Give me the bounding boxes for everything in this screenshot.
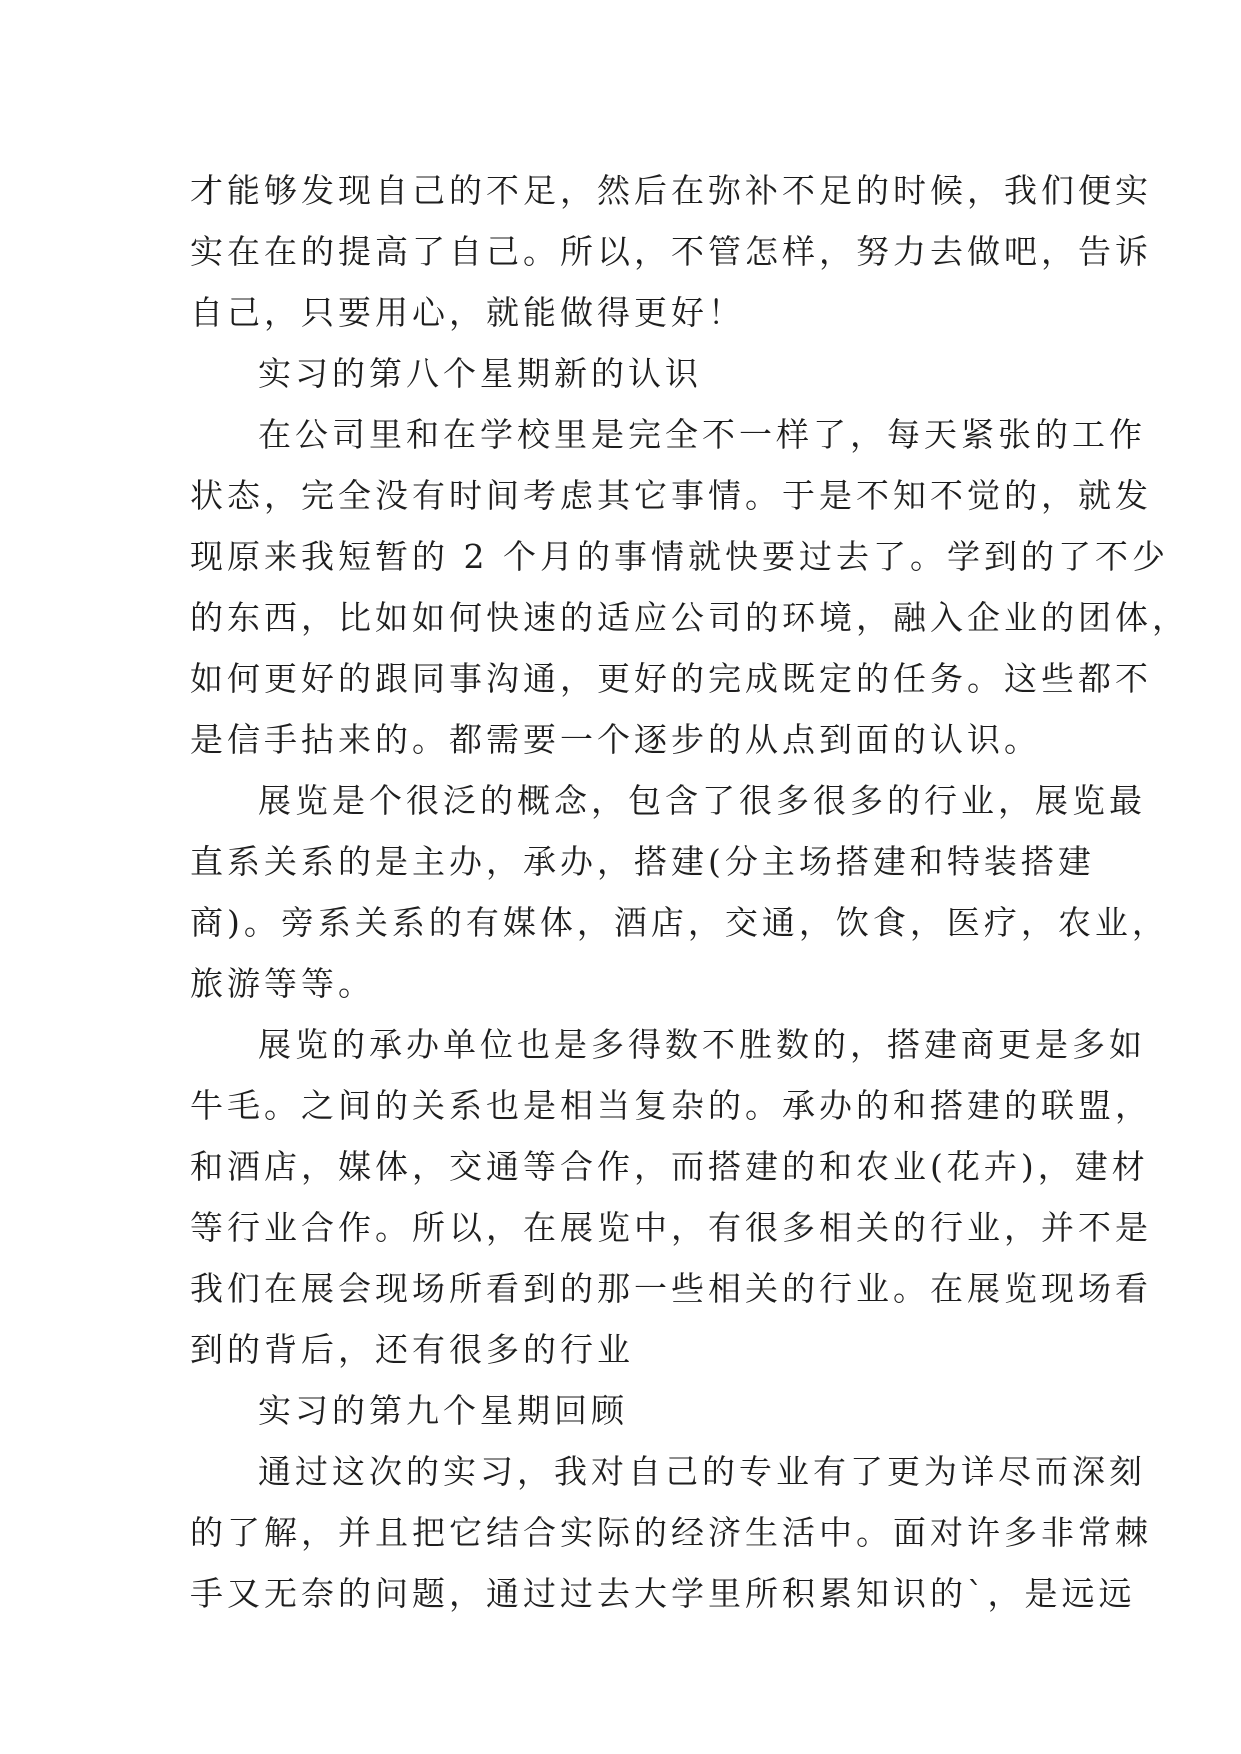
text-line: 到的背后，还有很多的行业 bbox=[190, 1330, 634, 1369]
section-heading: 实习的第九个星期回顾 bbox=[258, 1391, 628, 1430]
text-line: 现原来我短暂的 2 个月的事情就快要过去了。学到的了不少 bbox=[190, 537, 1169, 576]
section-heading: 实习的第八个星期新的认识 bbox=[258, 354, 702, 393]
text-line: 通过这次的实习，我对自己的专业有了更为详尽而深刻 bbox=[258, 1452, 1146, 1491]
text-line: 直系关系的是主办，承办，搭建(分主场搭建和特装搭建 bbox=[190, 842, 1095, 881]
text-line: 商)。旁系关系的有媒体，酒店，交通，饮食，医疗，农业， bbox=[190, 903, 1169, 942]
text-line: 的了解，并且把它结合实际的经济生活中。面对许多非常棘 bbox=[190, 1513, 1152, 1552]
text-line: 等行业合作。所以，在展览中，有很多相关的行业，并不是 bbox=[190, 1208, 1152, 1247]
text-line: 自己，只要用心，就能做得更好！ bbox=[190, 293, 745, 332]
text-line: 是信手拈来的。都需要一个逐步的从点到面的认识。 bbox=[190, 720, 1041, 759]
text-line: 才能够发现自己的不足，然后在弥补不足的时候，我们便实 bbox=[190, 171, 1152, 210]
text-line: 和酒店，媒体，交通等合作，而搭建的和农业(花卉)，建材 bbox=[190, 1147, 1149, 1186]
text-line: 实在在的提高了自己。所以，不管怎样，努力去做吧，告诉 bbox=[190, 232, 1152, 271]
text-line: 状态，完全没有时间考虑其它事情。于是不知不觉的，就发 bbox=[190, 476, 1152, 515]
text-line: 牛毛。之间的关系也是相当复杂的。承办的和搭建的联盟， bbox=[190, 1086, 1152, 1125]
text-line: 展览的承办单位也是多得数不胜数的，搭建商更是多如 bbox=[258, 1025, 1146, 1064]
text-line: 如何更好的跟同事沟通，更好的完成既定的任务。这些都不 bbox=[190, 659, 1152, 698]
text-line: 我们在展会现场所看到的那一些相关的行业。在展览现场看 bbox=[190, 1269, 1152, 1308]
text-line: 在公司里和在学校里是完全不一样了，每天紧张的工作 bbox=[258, 415, 1146, 454]
text-line: 展览是个很泛的概念，包含了很多很多的行业，展览最 bbox=[258, 781, 1146, 820]
text-line: 的东西，比如如何快速的适应公司的环境，融入企业的团体， bbox=[190, 598, 1189, 637]
document-body bbox=[190, 160, 1189, 1624]
text-line: 旅游等等。 bbox=[190, 964, 375, 1003]
text-line: 手又无奈的问题，通过过去大学里所积累知识的`，是远远 bbox=[190, 1574, 1136, 1613]
